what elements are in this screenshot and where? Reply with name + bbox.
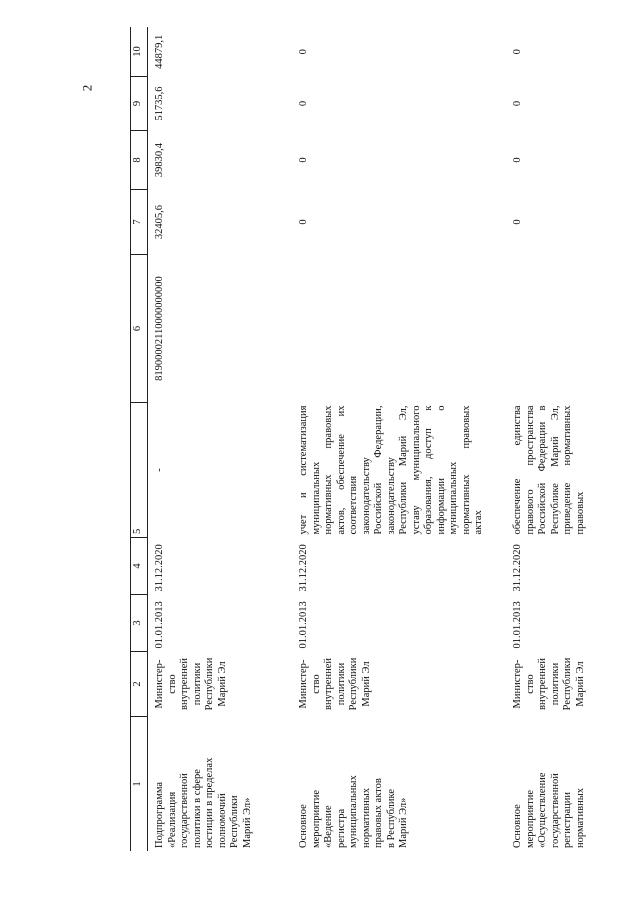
header-col-5: 5 [131, 403, 148, 538]
start-date-cell: 01.01.2013 [298, 601, 309, 649]
value-col-8: 0 [512, 157, 523, 163]
value-col-9: 51735,6 [154, 86, 165, 121]
result-cell: обеспечение единства правового пространства Российской Федерации в Республике Марий Эл, приведение нормативных правовых [512, 405, 586, 535]
header-col-8: 8 [131, 131, 148, 190]
table-row [148, 27, 293, 851]
value-col-10: 0 [512, 49, 523, 55]
header-row [131, 27, 148, 851]
program-name-cell: Основное мероприятие «Осуществление государственной регистрации нормативных [512, 772, 586, 848]
value-col-7: 0 [298, 219, 309, 225]
value-col-9: 0 [512, 100, 523, 107]
header-col-1: 1 [131, 717, 148, 852]
value-col-7: 32405,6 [154, 204, 165, 240]
header-col-7: 7 [131, 190, 148, 255]
header-col-6: 6 [131, 255, 148, 403]
value-col-8: 0 [298, 157, 309, 163]
program-name-cell: Подпрограмма «Реализация государственной политики в сфере юстиции в пределах полномочий Республики Марий Эл» [154, 757, 253, 848]
table-row [506, 27, 604, 851]
program-name-cell: Основное мероприятие «Ведение регистра муниципальных нормативных правовых актов в Республике Марий Эл» [298, 775, 409, 848]
budget-code-cell [506, 255, 604, 403]
value-col-7: 0 [512, 219, 523, 225]
executor-cell: Министер- ство внутренней политики Республики Марий Эл [298, 657, 372, 711]
start-date-cell: 01.01.2013 [154, 601, 165, 649]
header-col-4: 4 [131, 538, 148, 595]
budget-code-cell [292, 255, 506, 403]
value-col-10: 0 [298, 49, 309, 55]
value-col-9: 0 [298, 100, 309, 107]
result-cell: учет и систематизация муниципальных нормативных правовых актов, обеспечение их соответствия законодательству Российской Федерации, законодательству Республики Марий Эл, уставу муниципального образования, доступ к информации о муниципальных нормативных правовых актах [298, 405, 484, 535]
value-col-10: 44879,1 [154, 34, 165, 69]
end-date-cell: 31.12.2020 [154, 544, 165, 592]
value-col-8: 39830,4 [154, 142, 165, 178]
program-table [130, 27, 604, 851]
header-col-2: 2 [131, 652, 148, 717]
page-number: 2 [79, 84, 95, 92]
header-col-3: 3 [131, 595, 148, 652]
start-date-cell: 01.01.2013 [512, 601, 523, 649]
table-row [292, 27, 506, 851]
budget-code-cell: 81900002110000000000 [154, 276, 165, 381]
executor-cell: Министер- ство внутренней политики Республики Марий Эл [512, 657, 586, 711]
rotated-table-wrapper [130, 34, 603, 851]
executor-cell: Министер- ство внутренней политики Республики Марий Эл [154, 657, 228, 711]
end-date-cell: 31.12.2020 [512, 544, 523, 592]
header-col-9: 9 [131, 77, 148, 131]
end-date-cell: 31.12.2020 [298, 544, 309, 592]
result-cell: - [154, 468, 165, 472]
header-col-10: 10 [131, 27, 148, 77]
